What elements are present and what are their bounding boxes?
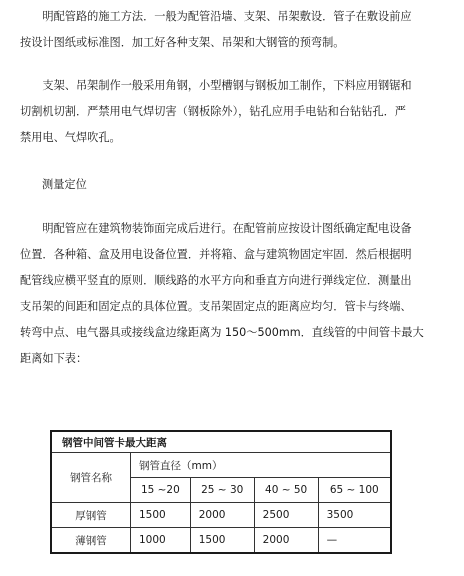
paragraph-line: 明配管应在建筑物装饰面完成后进行。在配管前应按设计图纸确定配电设备 [20,222,412,235]
table-cell: 3500 [318,503,391,528]
table-cell: 2500 [254,503,318,528]
paragraph-line: 位置．各种箱、盒及用电设备位置．并将箱、盒与建筑物固定牢固．然后根据明 [20,248,412,261]
table-title: 钢管中间管卡最大距离 [51,431,391,453]
table-title-row [51,431,391,453]
paragraph-line: 明配管路的施工方法．一般为配管沿墙、支架、吊架敷设．管子在敷设前应 [20,10,412,23]
table-cell: 1500 [190,528,254,554]
table-row [51,503,391,528]
table-cell: 2000 [190,503,254,528]
paragraph-line: 转弯中点、电气器具或接线盒边缘距离为 150～500mm．直线管的中间管卡最大 [20,326,424,339]
table-cell: — [318,528,391,554]
table-header-row [51,453,391,478]
column-header: 15 ~20 [131,478,191,503]
paragraph-line: 距离如下表： [20,352,88,365]
paragraph-construction-method [20,4,452,56]
table-cell: 1000 [131,528,191,554]
row-name: 薄钢管 [51,528,131,554]
paragraph-line: 切割机切割．严禁用电气焊切害（钢板除外），钻孔应用手电钻和台钻钻孔．严 [20,105,406,118]
column-header: 65 ~ 100 [318,478,391,503]
column-header: 25 ~ 30 [190,478,254,503]
paragraph-line: 支架、吊架制作一般采用角钢，小型槽钢与钢板加工制作，下料应用钢锯和 [20,79,412,92]
paragraph-line: 支吊架的间距和固定点的具体位置。支吊架固定点的距离应均匀．管卡与终端、 [20,300,412,313]
row-name: 厚钢管 [51,503,131,528]
row-header-cell: 钢管名称 [51,453,131,503]
paragraph-line: 按设计图纸或标准图．加工好各种支架、吊架和大钢管的预弯制。 [20,36,345,49]
section-heading: 测量定位 [42,178,87,191]
table-cell: 2000 [254,528,318,554]
table-row [51,528,391,554]
group-header-cell: 钢管直径（mm） [131,453,392,478]
paragraph-bracket-fabrication [20,73,452,151]
paragraph-line: 禁用电、气焊吹孔。 [20,131,121,144]
pipe-clamp-distance-table [50,430,392,554]
paragraph-positioning [20,216,452,372]
table-cell: 1500 [131,503,191,528]
column-header: 40 ~ 50 [254,478,318,503]
paragraph-line: 配管线应横平竖直的原则．顺线路的水平方向和垂直方向进行弹线定位．测量出 [20,274,412,287]
